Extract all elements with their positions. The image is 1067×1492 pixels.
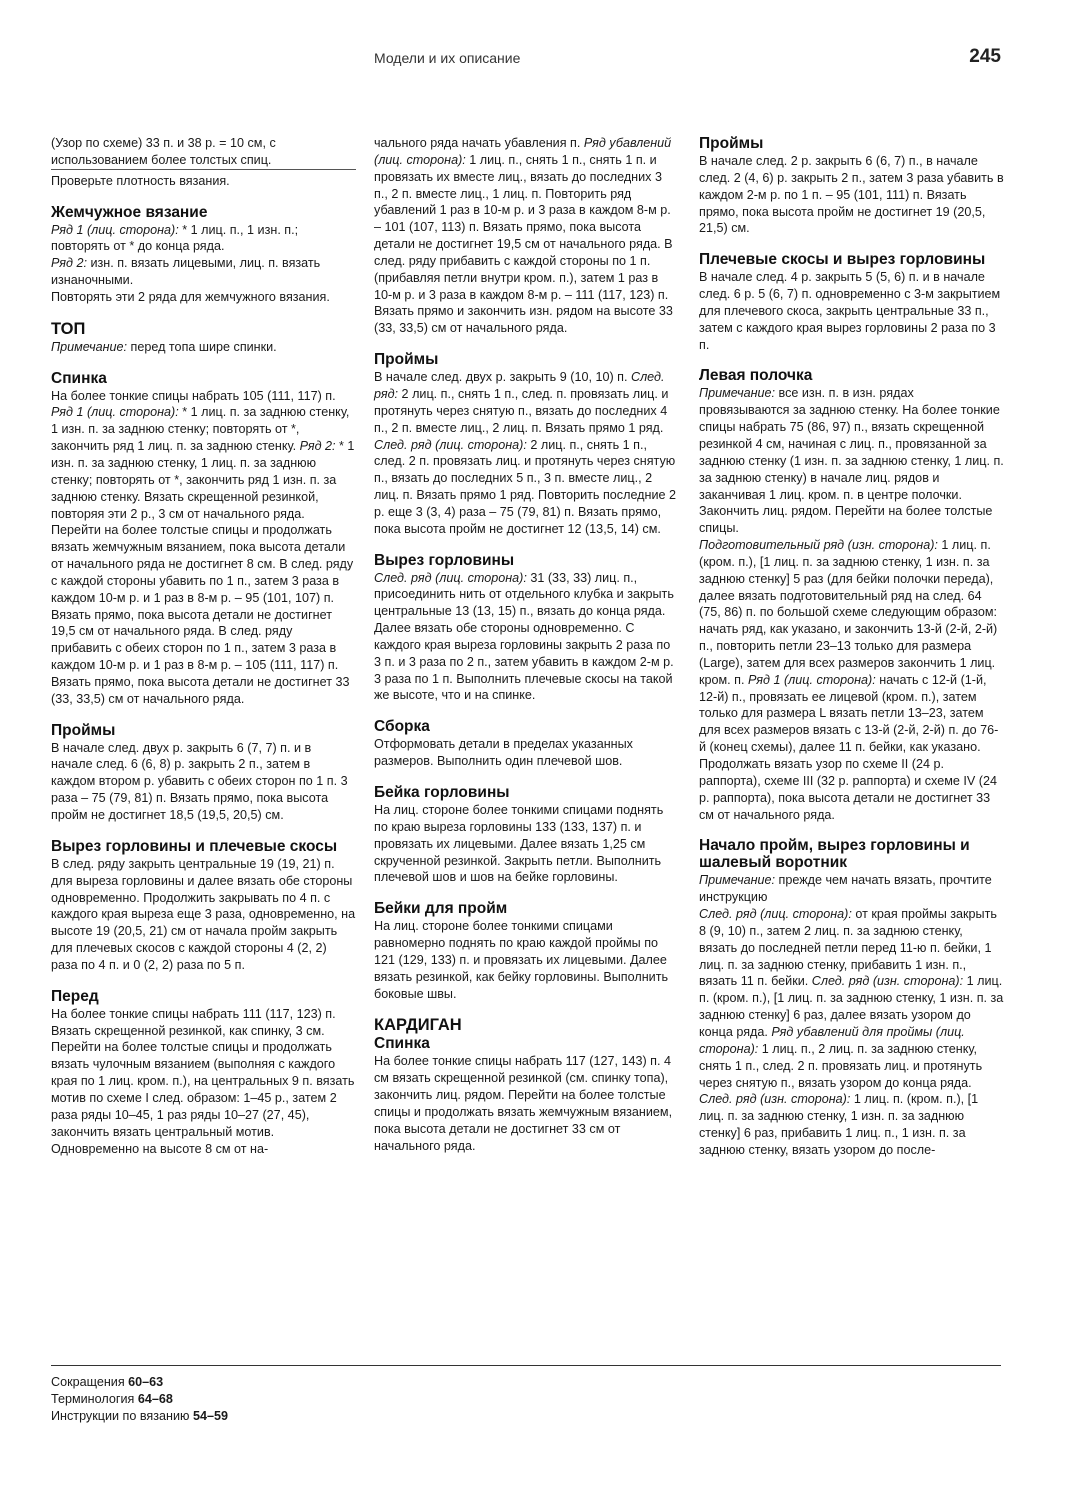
left-front-continue: Продолжать вязать узор по схеме II (24 р. раппорта), схеме III (32 р. раппорта) и схеме IV (24 р. раппорта), пока высота детали не достигнет 33 см от начального ряда. bbox=[699, 757, 997, 822]
top-note: Примечание: перед топа шире спинки. bbox=[51, 339, 277, 354]
footer-ref-terminology: Терминология 64–68 bbox=[51, 1392, 173, 1406]
armhole-start-text: След. ряд (лиц. сторона): от края проймы закрыть 8 (9, 10) п., затем 2 лиц. п. за заднюю стенку, вязать до последней петли перед 11-ю п. бейки, 1 лиц. п. за заднюю стенку, прибавить 1 изн. п., вязать 11 п. бейки. След. ряд (изн. сторона): 1 лиц. п. (кром. п.), [1 лиц. п. за заднюю стенку, 1 изн. п. за заднюю стенку] 6 раз, далее вязать узором до конца ряда. Ряд убавлений для проймы (лиц. сторона): 1 лиц. п., 2 лиц. п. за заднюю стенку, снять 1 п., след. 2 п. провязать лиц. и протянуть через снятую п., вязать узором до конца ряда. След. ряд (изн. сторона): 1 лиц. п. (кром. п.), [1 лиц. п. за заднюю стенку, 1 изн. п. за заднюю стенку] 6 раз, прибавить 1 лиц. п., 1 изн. п. за заднюю стенку, вязать узором до после- bbox=[699, 907, 1004, 1157]
neck-shoulders-text: В след. ряду закрыть центральные 19 (19, 21) п. для выреза горловины и далее вязать обе стороны одновременно. Продолжить закрывать по 4 п. с каждого края выреза еще 3 раза, одновременно, на высоте 19 (20,5, 21) см от начала пройм закрыть для плечевых скосов с каждой стороны 4 (2, 2) раза по 4 п. и 0 (2, 2) раза по 5 п. bbox=[51, 856, 356, 972]
column-2 bbox=[374, 135, 679, 1155]
heading-assembly: Сборка bbox=[374, 718, 430, 736]
heading-neck-shoulders: Вырез горловины и плечевые скосы bbox=[51, 837, 338, 855]
heading-cardigan-back: Спинка bbox=[374, 1035, 430, 1053]
heading-cardigan: КАРДИГАН bbox=[374, 1016, 462, 1035]
neckband-text: На лиц. стороне более тонкими спицами поднять по краю выреза горловины 133 (133, 137) п. и провязать их лицевыми. Далее вязать 1,25 см скрученной резинкой. Закрыть петли. Выполнить плечевой шов и шов на бейке горловины. bbox=[374, 803, 664, 885]
heading-pearl-stitch: Жемчужное вязание bbox=[51, 203, 208, 221]
front-text: На более тонкие спицы набрать 111 (117, 123) п. Вязать скрещенной резинкой, как спинку, 3 см. Перейти на более толстые спицы и продолжать вязать чулочным вязанием (выполняя с каждого края по 1 лиц. кром. п.), на центральных 9 п. вязать мотив по схеме I след. образом: 1–45 р., затем 2 раза ряды 10–45, 1 раз ряды 10–27 (27, 45), закончить вязать центральный мотив. Одновременно на высоте 8 см от на- bbox=[51, 1006, 355, 1156]
armhole-start-note: Примечание: прежде чем начать вязать, прочтите инструкцию bbox=[699, 873, 992, 905]
shoulders-neck-text: В начале след. 4 р. закрыть 5 (5, 6) п. и в начале след. 6 р. 5 (6, 7) п. одновременно с 3-м закрытием для плечевого скоса, закрыть центральные 33 п., затем с каждого края вырез горловины 2 раза по 3 п. bbox=[699, 270, 1001, 352]
heading-left-front: Левая полочка bbox=[699, 367, 813, 385]
heading-armholes: Проймы bbox=[51, 721, 116, 739]
armholes-text: В начале след. двух р. закрыть 6 (7, 7) п. и в начале след. 6 (6, 8) р. закрыть 2 п., затем в каждом втором р. убавить с обеих сторон по 1 п. 3 раза – 75 (79, 81) п. Вязать прямо, пока высота пройм не достигнет 18,5 (19,5, 20,5) см. bbox=[51, 740, 348, 822]
heading-front: Перед bbox=[51, 987, 99, 1005]
heading-armhole-neck-collar: Начало пройм, вырез горловины и шалевый воротник bbox=[699, 837, 970, 872]
heading-front-armholes: Проймы bbox=[374, 351, 439, 369]
assembly-text: Отформовать детали в пределах указанных размеров. Выполнить один плечевой шов. bbox=[374, 737, 633, 769]
cardigan-back-text: На более тонкие спицы набрать 117 (127, 143) п. 4 см вязать скрещенной резинкой (см. спинку топа), закончить лиц. рядом. Перейти на более толстые спицы и продолжать вязать жемчужным вязанием, пока высота детали не достигнет 33 см от начального ряда. bbox=[374, 1054, 673, 1153]
check-gauge-text: Проверьте плотность вязания. bbox=[51, 169, 356, 190]
footer-references bbox=[51, 1374, 228, 1425]
front-continued-text: чального ряда начать убавления п. Ряд убавлений (лиц. сторона): 1 лиц. п., снять 1 п., снять 1 п. и провязать их вместе лиц., вязать до последних 3 п., 2 п. вместе лиц., 1 лиц. п. Повторить ряд убавлений 1 раз в 10-м р. и 3 раза в каждом 8-м р. – 101 (107, 113) п. Вязать прямо, пока высота детали не достигнет 19,5 см от начального ряда. В след. ряду прибавить с каждой стороны по 1 п. (прибавляя петли внутри кром. п.), затем 1 раз в 10-м р. и 3 раза в каждом 8-м р. – 111 (117, 123) п. Вязать прямо и закончить изн. рядом на высоте 33 (33, 33,5) см от начального ряда. bbox=[374, 136, 673, 336]
footer-ref-instructions: Инструкции по вязанию 54–59 bbox=[51, 1409, 228, 1423]
running-header-title: Модели и их описание bbox=[374, 50, 521, 66]
heading-cardigan-armholes: Проймы bbox=[699, 135, 764, 152]
pearl-row-1: Ряд 1 (лиц. сторона): * 1 лиц. п., 1 изн. п.; повторять от * до конца ряда. bbox=[51, 222, 299, 254]
heading-armbands: Бейки для пройм bbox=[374, 900, 508, 918]
footer-rule bbox=[51, 1365, 1001, 1366]
left-front-prep-row: Подготовительный ряд (изн. сторона): 1 лиц. п. (кром. п.), [1 лиц. п. за заднюю стенку, 1 изн. п. за заднюю стенку] 5 раз (для бейки полочки переда), далее вязать подготовительный ряд на след. 64 (75, 86) п. по большой схеме следующим образом: начать ряд, как указано, и закончить 13-й (2-й, 2-й) п., повторить петли 23–13 только для размера (Large), затем для всех размеров закончить 1 лиц. кром. п. Ряд 1 (лиц. сторона): начать с 12-й (1-й, 12-й) п., провязать ее лицевой (кром. п.), затем только для размера L вязать петли 13–23, затем для всех размеров вязать с 13-й (2-й, 2-й) п. до 76-й (конец схемы), далее 11 п. бейки, как указано. bbox=[699, 538, 999, 755]
heading-neckband: Бейка горловины bbox=[374, 784, 510, 801]
front-armholes-text: В начале след. двух р. закрыть 9 (10, 10) п. След. ряд: 2 лиц. п., снять 1 п., след. п. провязать лиц. и протянуть через снятую п., вязать до последних 4 п., 2 п. вместе лиц., 2 лиц. п. Вязать прямо 1 ряд. След. ряд (лиц. сторона): 2 лиц. п., снять 1 п., след. 2 п. провязать лиц. и протянуть через снятую п., вязать до последних 5 п., 3 п. вместе лиц., 2 лиц. п. Вязать прямо 1 ряд. Повторить последние 2 р. еще 3 (3, 4) раза – 75 (79, 81) п. Вязать прямо, пока высота пройм не достигнет 12 (13,5, 14) см. bbox=[374, 370, 677, 536]
footer-ref-abbreviations: Сокращения 60–63 bbox=[51, 1375, 164, 1389]
heading-shoulders-neck: Плечевые скосы и вырез горловины bbox=[699, 251, 986, 269]
front-neck-text: След. ряд (лиц. сторона): 31 (33, 33) лиц. п., присоединить нить от отдельного клубка и закрыть центральные 13 (13, 15) п., вязать до конца ряда. Далее вязать обе стороны одновременно. С каждого края выреза горловины закрыть 2 раза по 3 п. и 3 раза по 2 п., затем убавить в каждом 2-м р. 3 раза по 1 п. Выполнить плечевые скосы на такой же высоте, что и на спинке. bbox=[374, 570, 674, 703]
pearl-repeat: Повторять эти 2 ряда для жемчужного вязания. bbox=[51, 289, 330, 304]
column-3 bbox=[699, 135, 1004, 1159]
heading-front-neck: Вырез горловины bbox=[374, 551, 515, 569]
heading-back: Спинка bbox=[51, 369, 107, 387]
left-front-note: Примечание: все изн. п. в изн. рядах провязываются за заднюю стенку. На более тонкие спицы набрать 75 (86, 97) п., вязать скрещенной резинкой 4 см, начиная с лиц. п., провязанной за заднюю стенку (1 изн. п. за заднюю стенку, 1 лиц. п. за заднюю стенку) в начале лиц. рядов и заканчивая 1 лиц. кром. п. в центре полочки. Закончить лиц. рядом. Перейти на более толстые спицы. bbox=[699, 386, 1004, 536]
back-text: На более тонкие спицы набрать 105 (111, 117) п. Ряд 1 (лиц. сторона): * 1 лиц. п. за заднюю стенку, 1 изн. п. за заднюю стенку; повторять от *, закончить ряд 1 лиц. п. за заднюю стенку. Ряд 2: * 1 изн. п. за заднюю стенку, 1 лиц. п. за заднюю стенку; повторять от *, закончить ряд 1 изн. п. за заднюю стенку. Вязать скрещенной резинкой, повторяя эти 2 р., 3 см от начального ряда. Перейти на более толстые спицы и продолжать вязать жемчужным вязанием, пока высота детали от начального ряда не достигнет 8 см. В след. ряду с каждой стороны убавить по 1 п., затем 3 раза в каждом 10-м р. и 1 раз в 8-м р. – 95 (101, 107) п. Вязать прямо, пока высота детали не достигнет 19,5 см от начального ряда. В след. ряду прибавить с обеих сторон по 1 п., затем 3 раза в каждом 10-м р. и 1 раз в 8-м р. – 105 (111, 117) п. Вязать прямо, пока высота детали не достигнет 33 (33, 33,5) см от начального ряда. bbox=[51, 388, 355, 706]
column-1 bbox=[51, 135, 356, 1157]
armbands-text: На лиц. стороне более тонкими спицами равномерно поднять по краю каждой проймы по 121 (129, 133) п. и провязать их лицевыми. Далее вязать резинкой, как бейку горловины. Выполнить боковые швы. bbox=[374, 919, 669, 1001]
cardigan-armholes-text: В начале след. 2 р. закрыть 6 (6, 7) п., в начале след. 2 (4, 6) р. закрыть 2 п., затем 3 раза убавить в каждом 2-м р. по 1 п. – 95 (101, 111) п. Вязать прямо, пока высота пройм не достигнет 19 (20,5, 21,5) см. bbox=[699, 154, 1004, 236]
heading-top: ТОП bbox=[51, 319, 86, 338]
page-number: 245 bbox=[969, 46, 1001, 67]
gauge-text: (Узор по схеме) 33 п. и 38 р. = 10 см, с использованием более толстых спиц. bbox=[51, 136, 276, 167]
pearl-row-2: Ряд 2: изн. п. вязать лицевыми, лиц. п. вязать изнаночными. bbox=[51, 256, 321, 288]
